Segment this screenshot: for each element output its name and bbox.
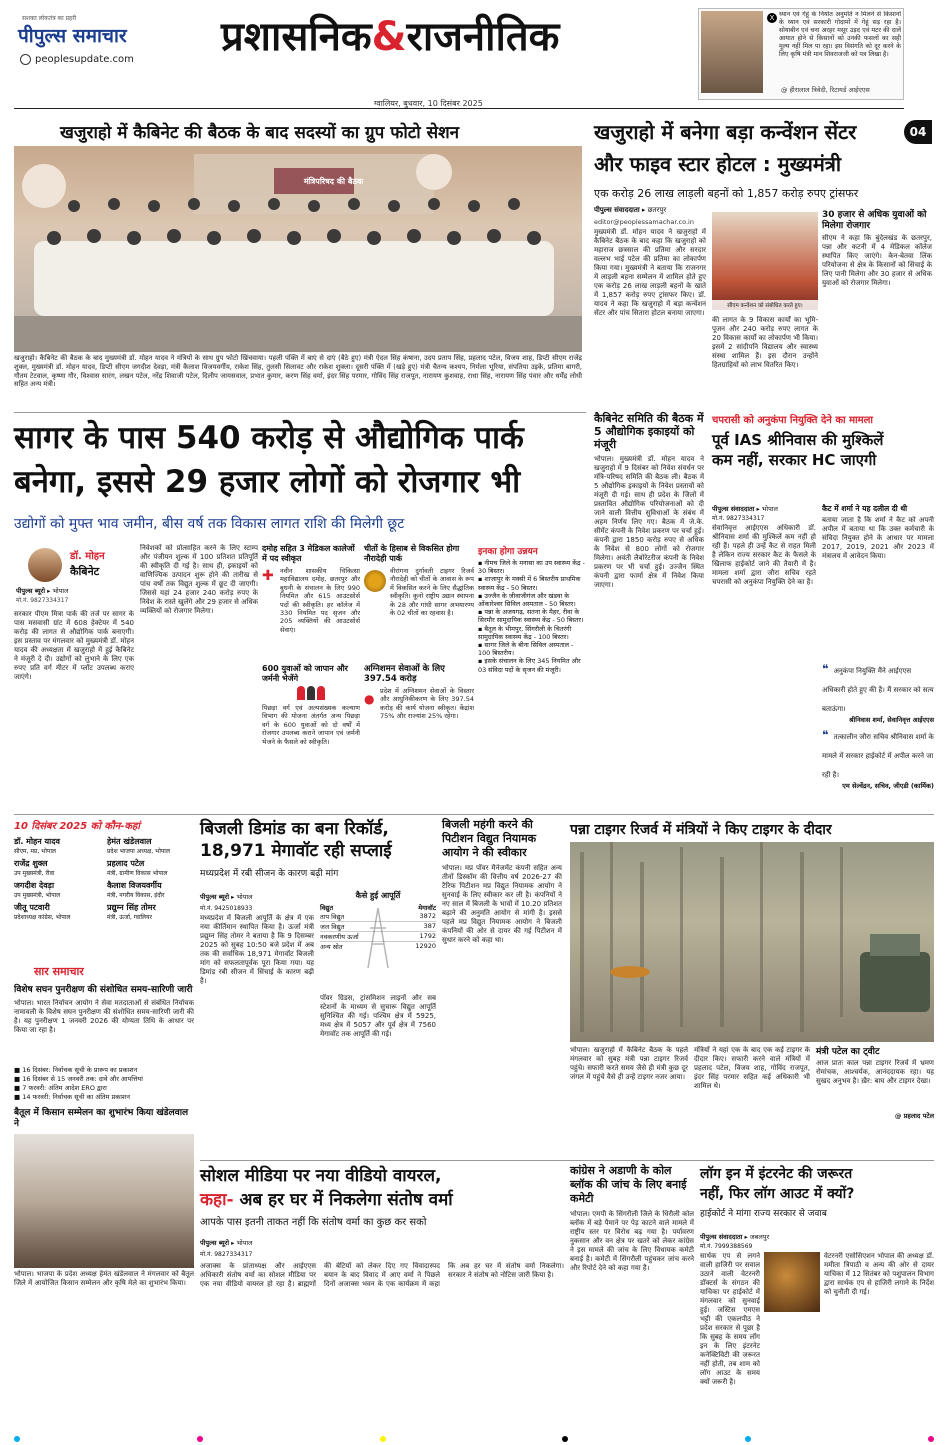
electricity-headline-2: 18,971 मेगावॉट रही सप्लाई	[200, 841, 392, 861]
upgrade-item: शाजापुर के मक्सी में 6 बिस्तरीय प्राथमिक स्वास्थ्य केंद्र - 50 बिस्तर।	[478, 575, 581, 592]
masthead-tagline: सशक्त लोकतंत्र का प्रहरी	[22, 15, 77, 22]
electricity-body-2: पॉवर ग्रिडस, ट्रांसमिशन लाइनों और सब स्टेशनों के माध्यम से सुचारू विद्युत आपूर्ति सुनिश्चित की गई। पश्चिम क्षेत्र में 5925, मध्य क्षेत्र में 5057 और पूर्व क्षेत्र में 7560 मेगावॉट तक आपूर्ति की गई।	[320, 994, 436, 1038]
login-byline: पीपुल्स संवाददाता ▸ जबलपुर	[700, 1233, 770, 1241]
quote-icon: ❝	[822, 662, 829, 676]
cm-photo	[712, 212, 818, 310]
sar-samachar-title: सार समाचार	[34, 965, 84, 978]
cm-photo-caption: सीएम कन्वेंशन को संबोधित करते हुए।	[712, 300, 818, 310]
viral-subhead: आपके पास इतनी ताकत नहीं कि संतोष वर्मा का कुछ कर सको	[200, 1217, 427, 1228]
upgrade-list	[478, 559, 586, 674]
cabinet-units-headline: कैबिनेट समिति की बैठक में 5 औद्योगिक इकाइयों को मंजूरी	[594, 412, 704, 451]
person-entry	[14, 880, 101, 899]
ias-headline-1: पूर्व IAS श्रीनिवास की मुश्किलें	[712, 431, 884, 449]
person-name: कैलाश विजयवर्गीय	[107, 881, 162, 890]
divider-viral	[200, 1160, 934, 1161]
fire-box	[364, 664, 474, 810]
person-post: उप मुख्यमंत्री, भोपाल	[14, 892, 61, 899]
kaun-kahan-box	[14, 818, 194, 960]
byline-name: पीपुल्स संवाददाता	[712, 505, 755, 513]
quote-icon: ❝	[822, 728, 829, 742]
viral-headline-2-red: कहा-	[200, 1190, 234, 1210]
youth-head: 600 युवाओं को जापान और जर्मनी भेजेंगे	[262, 664, 348, 683]
electricity-headline-1: बिजली डिमांड का बना रिकॉर्ड,	[200, 819, 389, 839]
electricity-story	[200, 818, 436, 1158]
group-photo-illustration	[14, 146, 582, 352]
table-cell: ताप विद्युत	[320, 913, 345, 921]
section-title	[221, 10, 559, 64]
adani-body: भोपाल। एमपी के सिंगरौली जिले के धिरौली कोल ब्लॉक में बड़े पैमाने पर पेड़ काटने वाले मामले में राष्ट्रीय स्तर पर विरोध बढ़ गया है। पर्यावरण नुकसान और वन क्षेत्र पर खतरे को लेकर कांग्रेस ने इस मामले की जांच के लिए विधायक कमेटी बनाई है। कमेटी में सिंगरौली पहुंचकर जांच करने और रिपोर्ट देने को कहा गया है।	[570, 1210, 694, 1272]
convention-side-head: 30 हजार से अधिक युवाओं को मिलेगा रोजगार	[822, 210, 927, 231]
person-name: प्रद्युम्न सिंह तोमर	[107, 903, 156, 912]
login-body-2: वेटरनरी एसोसिएशन भोपाल की अध्यक्ष डॉ. ममीता त्रिपाठी व अन्य की ओर से दायर याचिका में 12 सितंबर को पशुपालन विभाग द्वारा सार्थक एप से हाजिरी लगाने के निर्देश को चुनौती दी गई।	[824, 1252, 934, 1296]
tower-icon	[366, 908, 390, 968]
x-logo-icon: X	[767, 13, 777, 23]
group-photo	[14, 146, 582, 352]
person-post: उप मुख्यमंत्री, रीवा	[14, 870, 55, 877]
list-item: ■ 14 फरवरी: निर्वाचक सूची का अंतिम प्रकाशन	[14, 1093, 130, 1101]
supply-table-title: कैसे हुई आपूर्ति	[355, 891, 401, 900]
byline-name: पीपुल्स ब्यूरो	[200, 1239, 230, 1247]
table-cell: नवकरणीय ऊर्जा	[320, 933, 359, 941]
sagar-body-2: निवेशकों को प्रोत्साहित करने के लिए स्टाम्प और पंजीयन शुल्क में 100 प्रतिशत प्रतिपूर्ति की स्वीकृति दी गई है। साथ ही, इकाइयों को वाणिज्यिक उत्पादन शुरू होने की तारीख से पांच वर्षों तक विद्युत शुल्क में छूट दी जाएगी। जिससे यहां 24 हजार 240 करोड़ रुपए के निवेश के रास्ते खुलेंगे और 29 हजार से अधिक व्यक्तियों को रोजगार मिलेगा।	[140, 544, 258, 615]
viral-story	[200, 1164, 564, 1436]
tweet-box	[698, 8, 904, 100]
byline-place: जबलपुर	[749, 1233, 770, 1241]
person-post: मंत्री, ऊर्जा, ग्वालियर	[107, 914, 152, 921]
col-mw: मेगावॉट	[418, 904, 436, 912]
table-cell: 387	[423, 922, 436, 930]
schedule-item: 14 फरवरी: निर्वाचक सूची का अंतिम प्रकाशन	[22, 1093, 130, 1101]
col-source: विद्युत	[320, 904, 334, 912]
sagar-headline-2: बनेगा, इससे 29 हजार लोगों को रोजगार भी	[14, 464, 521, 500]
ias-quote-2-text: तत्कालीन जौरा सचिव श्रीनिवास शर्मा के मामले में सरकार हाईकोर्ट में अपील करने जा रही है।	[822, 733, 934, 779]
ias-quote-1-text: अनुकंपा नियुक्ति मैंने आईएएस अधिकारी होते हुए की है। मैं सरकार को सत्य बताऊंगा।	[822, 667, 934, 713]
medical-body: नवीन शासकीय चिकित्सा महाविद्यालय दमोह, छतरपुर और बुधनी के संचालन के लिए 990 नियमित और 615 आउटसोर्स पदों की स्वीकृति। हर कॉलेज में 330 नियमित पद सृजन और 205 व्यक्तियों की आउटसोर्स सेवाएं।	[280, 567, 360, 634]
medical-icon: ✚	[262, 568, 274, 584]
list-item: ■ 16 दिसंबर से 15 जनवरी तक: दावे और आपत्तियां	[14, 1075, 143, 1083]
viral-mobile: मो.नं. 9827334317	[200, 1251, 253, 1258]
convention-body: मुख्यमंत्री डॉ. मोहन यादव ने खजुराहो में कैबिनेट बैठक के बाद कहा कि खजुराहो को महाराज छत्रसाल की प्रतिमा और सरदार वल्लभ भाई पटेल की प्रतिमा का लोकार्पण किया गया। मुख्यमंत्री ने बताया कि राजनगर में लाड़ली बहना सम्मेलन में शामिल होते हुए एक करोड़ 26 लाख लाड़ली बहनों के खाते में 1,857 करोड़ रुपए ट्रांसफर किए। डॉ. यादव ने कहा कि खजुराहो में बड़ा कन्वेंशन सेंटर और पांच सितारा होटल बनाया जाएगा।	[594, 228, 706, 317]
convention-side-box	[822, 210, 932, 402]
person-post: मंत्री, नगरीय विकास, इंदौर	[107, 892, 165, 899]
ias-byline: पीपुल्स संवाददाता ▸ भोपाल	[712, 505, 778, 513]
login-headline-1: लॉग इन में इंटरनेट की जरूरत	[700, 1166, 853, 1182]
person-name: डॉ. मोहन यादव	[14, 837, 60, 846]
upgrade-item: उज्जैन के जीवाजीगंज और खंडवा के ओंकारेश्वर सिविल अस्पताल - 50 बिस्तर।	[478, 591, 576, 609]
supply-table	[320, 890, 436, 990]
upgrade-item: बैतूल के भीमपुर, सिंगरौली के चितरंगी सामुदायिक स्वास्थ्य केंद्र - 100 बिस्तर।	[478, 624, 572, 641]
table-cell: जल विद्युत	[320, 923, 345, 931]
byline-place: भोपाल	[52, 587, 69, 595]
youth-box	[262, 664, 360, 810]
cheetah-icon	[364, 570, 386, 592]
person-name: हेमंत खंडेलवाल	[107, 837, 152, 846]
panna-photo	[570, 842, 934, 1042]
website-row	[20, 54, 134, 65]
kaun-kahan-grid	[14, 836, 194, 921]
page-number: 04	[904, 120, 932, 144]
tariff-body: भोपाल। मप्र पॉवर मैनेजमेंट कंपनी सहित अन्य तीनों डिस्कॉम की वित्तीय वर्ष 2026-27 की टैरिफ पिटीशन मप्र विद्युत नियामक आयोग ने सुनवाई के लिए स्वीकार कर ली है। कंपनियों ने नए साल में बिजली के भावों में 10.20 प्रतिशत बढ़ाने की अनुमति आयोग से मांगी है। इससे पहले मप्र विद्युत नियामक आयोग ने बिजली कंपनियों की ओर से दायर की गई पिटीशन में सुधार करने को कहा था।	[442, 864, 562, 944]
section-amp: &	[371, 14, 407, 60]
viral-byline: पीपुल्स ब्यूरो ▸ भोपाल	[200, 1239, 253, 1247]
section-title-1: प्रशासनिक	[221, 14, 372, 60]
kaun-kahan-title: 10 दिसंबर 2025 को कौन-कहां	[14, 821, 140, 832]
paper-logo	[18, 22, 127, 48]
login-subhead: हाईकोर्ट ने मांगा राज्य सरकार से जवाब	[700, 1209, 827, 1219]
dateline: ग्वालियर, बुधवार, 10 दिसंबर 2025	[374, 99, 483, 108]
print-color-bar	[14, 1436, 934, 1442]
login-mobile: मो.नं. 7999388569	[700, 1243, 753, 1250]
viral-headline-2: अब हर घर में निकलेगा संतोष वर्मा	[233, 1190, 453, 1210]
tariff-headline: बिजली महंगी करने की पिटीशन विद्युत नियामक आयोग ने की स्वीकार	[442, 818, 537, 859]
adani-headline: कांग्रेस ने अडाणी के कोल ब्लॉक की जांच के लिए बनाई कमेटी	[570, 1164, 687, 1205]
cabinet-units	[594, 412, 704, 812]
list-item: ▪ सागर जिले के बीना सिविल अस्पताल - 100 बिस्तरीय।	[478, 641, 574, 658]
convention-email: editor@peoplessamachar.co.in	[594, 218, 694, 226]
table-cell: 3872	[419, 912, 436, 920]
sagar-body-1: सरकार पीएम मित्रा पार्क की तर्ज पर सागर के पास मसवासी ग्रांट में 608 हेक्टेयर में 540 करोड़ की लागत से औद्योगिक पार्क बनाएगी। इस प्रस्ताव पर मंगलवार को मुख्यमंत्री डॉ. मोहन यादव की अध्यक्षता में खजुराहो में हुई कैबिनेट ने मंजूरी दे दी। उद्योगों को लुभाने के लिए एक रुपए प्रति वर्ग मीटर में प्लॉट उपलब्ध कराए जाएंगे।	[14, 610, 134, 681]
fire-head: अग्निशमन सेवाओं के लिए 397.54 करोड़	[364, 664, 445, 684]
tweet-text: ध्यान एवं गेहूं के निर्यात अनुमति न मिलने से किसानों के ध्यान एवं सरकारी गोदामों में गेहूं सड़ रहा है। सोयाबीन एवं चना अरहर मसूर उड़द एवं मटर की दालें आयात होने से किसानों को उनकी फसलों का सही मूल्य नहीं मिल पा रहा। इस विसंगति को दूर करने के लिए कृषि मंत्री मान शिवराजजी को पत्र लिखा है।	[779, 11, 901, 58]
sar-samachar	[14, 964, 194, 1434]
convention-byline: पीपुल्स संवाददाता ▸ छतरपुर	[594, 206, 667, 214]
byline-place: छतरपुर	[647, 206, 667, 214]
ias-side-head: कैट में शर्मा ने यह दलील दी थी	[822, 504, 908, 513]
table-cell: अन्य स्रोत	[320, 943, 343, 951]
medical-head: दमोह सहित 3 मेडिकल कालेजों में पद स्वीकृत	[262, 544, 355, 563]
sagar-byline: पीपुल्स ब्यूरो ▸ भोपाल	[16, 587, 69, 595]
byline-name: पीपुल्स ब्यूरो	[200, 893, 230, 901]
upgrade-item: पन्ना के अजयगढ़, सतना के मैहर, रीवा के सिरमौर सामुदायिक स्वास्थ्य केंद्र - 50 बिस्तर।	[478, 608, 584, 625]
person-name: राजेंद्र शुक्ल	[14, 859, 48, 868]
convention-headline-1: खजुराहो में बनेगा बड़ा कन्वेंशन सेंटर	[594, 120, 857, 144]
group-photo-banner: मंत्रिपरिषद की बैठक	[304, 177, 364, 186]
medical-box	[262, 544, 360, 660]
panna-headline: पन्ना टाइगर रिजर्व में मंत्रियों ने किए टाइगर के दीदार	[570, 822, 832, 838]
panna-tweet-head: मंत्री पटेल का ट्वीट	[816, 1047, 880, 1057]
ias-quote-2	[822, 724, 934, 804]
group-photo-caption: खजुराहो। कैबिनेट की बैठक के बाद मुख्यमंत्री डॉ. मोहन यादव ने मंत्रियों के साथ ग्रुप फोटो खिंचवाया। पहली पंक्ति में बाएं से दाएं (बैठे हुए) मंत्री ऐदल सिंह कंषाना, उदय प्रताप सिंह, प्रहलाद पटेल, विजय शाह, डिप्टी सीएम राजेंद्र शुक्ल, मुख्यमंत्री डॉ. मोहन यादव, डिप्टी सीएम जगदीश देवड़ा, मंत्री कैलाश विजयवर्गीय, राकेश सिंह, तुलसी सिलावट और राकेश शुक्ला। दूसरी पंक्ति में (खड़े हुए) मंत्री चैतन्य कश्यप, निर्मला भूरिया, संपतिया उइके, प्रतिमा बागरी, गौतम टेटवाल, कृष्णा गौर, विश्वास सारंग, लखन पटेल, नरेंद्र शिवाजी पटेल, दिलीप जायसवाल, प्रभात कुमार, करण सिंह वर्मा, इंदर सिंह परमार, गोविंद सिंह राजपूत, नारायण कुशवाह, राधा सिंह, नारायण सिंह पंवार और धर्मेंद्र लोधी सहित अन्य मंत्री।	[14, 354, 582, 389]
ias-story	[712, 412, 934, 812]
panna-caption-1: भोपाल। खजुराहो में कैबिनेट बैठक के पहले मंगलवार को सुबह मंत्री पन्ना टाइगर रिजर्व पहुंचे। सफारी करते समय जैसे ही मंत्री कुछ दूर जंगल में पहुंचे वैसे ही उन्हें टाइगर नजर आया।	[570, 1046, 688, 1081]
ias-headline-2: कम नहीं, सरकार HC जाएगी	[712, 451, 877, 469]
adani-story	[570, 1164, 694, 1436]
table-cell: 1792	[419, 932, 436, 940]
betul-caption: भोपाल। भाजपा के प्रदेश अध्यक्ष हेमंत खंडेलवाल ने मंगलवार को बैतूल जिले में आयोजित किसान सम्मेलन और कृषि मेले का शुभारंभ किया।	[14, 1270, 194, 1287]
schedule-item: 7 फरवरी: अंतिम आदेश ERO द्वारा	[22, 1084, 107, 1092]
profile-tag: कैबिनेट	[70, 565, 100, 578]
list-item: ▪ नीमच जिले के मनासा का उप स्वास्थ्य केंद्र - 30 बिस्तर।	[478, 559, 585, 576]
sagar-profile	[14, 544, 134, 606]
youth-body: पिछड़ा वर्ग एवं अल्पसंख्यक कल्याण विभाग की योजना अंतर्गत अन्य पिछड़ा वर्ग के 600 युवाओं को दो वर्षों में रोजगार उपलब्ध कराने जापान एवं जर्मनी भेजने के फैसले को स्वीकृति।	[262, 704, 360, 746]
website-link[interactable]: peoplesupdate.com	[35, 54, 134, 65]
convention-headline-2: और फाइव स्टार होटल : मुख्यमंत्री	[594, 152, 842, 176]
masthead-rule	[14, 108, 904, 109]
ias-quote-1-name: श्रीनिवास शर्मा, सेवानिवृत्त आईएएस	[848, 716, 934, 724]
sar-headline: विशेष सघन पुनरीक्षण की संशोधित समय-सारिणी जारी	[14, 985, 193, 995]
byline-name: पीपुल्स संवाददाता	[700, 1233, 743, 1241]
login-headline-2: नहीं, फिर लॉग आउट में क्यों?	[700, 1186, 855, 1202]
electricity-mobile: मो.नं. 9425018933	[200, 905, 253, 912]
profile-photo	[28, 548, 62, 582]
ias-mobile: मो.नं. 9827334317	[712, 515, 765, 522]
person-entry	[14, 858, 101, 877]
betul-photo	[14, 1134, 194, 1268]
sagar-headline-1: सागर के पास 540 करोड़ से औद्योगिक पार्क	[14, 420, 524, 456]
profile-name: डॉ. मोहन	[70, 551, 105, 562]
betul-head: बैतूल में किसान सम्मेलन का शुभारंभ किया खंडेलवाल ने	[14, 1108, 189, 1129]
upgrade-item: नीमच जिले के मनासा का उप स्वास्थ्य केंद्र - 30 बिस्तर।	[478, 559, 585, 576]
viral-headline-1: सोशल मीडिया पर नया वीडियो वायरल,	[200, 1166, 442, 1186]
person-entry	[107, 880, 194, 899]
person-post: प्रदेशाध्यक्ष कांग्रेस, भोपाल	[14, 914, 71, 921]
fire-icon: ●	[364, 692, 375, 706]
ias-side-body: बताया जाता है कि शर्मा ने कैट को अपनी अपील में बताया था कि उक्त कर्मचारी के संविदा नियुक्त होने के आधार पर मामला 2017, 2019, 2021 और 2023 में मंत्रालय में आवेदन किया।	[822, 516, 934, 560]
globe-icon	[20, 54, 31, 65]
ias-body: सेवानिवृत्त आईएएस अधिकारी डॉ. श्रीनिवास शर्मा की मुश्किलें कम नहीं हो रही हैं। पहले ही उन्हें कैट से राहत मिली है लेकिन राज्य सरकार कैट के फैसले के खिलाफ हाईकोर्ट जाने की तैयारी में है। मामला शर्मा द्वारा जौरा सचिव रहते चपरासी को अनुकंपा नियुक्ति देने का है।	[712, 524, 816, 586]
cheetah-body: वीरांगना दुर्गावती टाइगर रिजर्व नौरादेही को चीतों के आवास के रूप में विकसित करने के लिए सैद्धांतिक स्वीकृति। कूनो राष्ट्रीय उद्यान स्थापना के 28 और गांधी सागर अभयारण्य के 02 चीतों का रहवास है।	[390, 567, 474, 618]
panna-caption-2: मंत्रियों ने यहां एक के बाद एक कई टाइगर के दीदार किए। सफारी करने वाले मंत्रियों में प्रहलाद पटेल, विजय शाह, गोविंद राजपूत, इंदर सिंह परमार सहित कई अधिकारी भी शामिल थे।	[694, 1046, 810, 1090]
login-story	[700, 1164, 934, 1436]
panna-tweet	[816, 1044, 934, 1128]
person-entry	[14, 836, 101, 855]
upgrade-box	[478, 544, 586, 810]
fire-body: प्रदेश में अग्निशमन सेवाओं के विस्तार और आधुनिकीकरण के लिए 397.54 करोड़ की कार्य योजना स्वीकृत। केंद्रांश 75% और राज्यांश 25% रहेगा।	[380, 687, 474, 721]
byline-name: पीपुल्स संवाददाता	[594, 206, 640, 214]
convention-side-body: सीएम ने कहा कि बुंदेलखंड के छतरपुर, पन्ना और कटनी में 4 मेडिकल कॉलेज स्थापित किए जाएंगे। केन-बेतवा लिंक परियोजना से क्षेत्र के किसानों को सिंचाई के लिए पानी मिलेगा और 30 हजार से अधिक युवाओं को रोजगार मिलेगा।	[822, 234, 932, 287]
electricity-body: मध्यप्रदेश में बिजली आपूर्ति के क्षेत्र में एक नया कीर्तिमान स्थापित किया है। ऊर्जा मंत्री प्रद्युम्न सिंह तोमर ने बताया है कि 9 दिसम्बर 2025 को सुबह 10:50 बजे प्रदेश में अब तक की सर्वाधिक 18,971 मेगावॉट बिजली मांग को सफलतापूर्वक पूरा किया गया। यह डिमांड रबी सीजन में सिंचाई के कारण बढ़ी है।	[200, 914, 314, 985]
byline-name: पीपुल्स ब्यूरो	[16, 587, 46, 595]
list-item: ▪ इसके संचालन के लिए 345 नियमित और 03 संविदा पदों के सृजन की मंजूरी।	[478, 657, 581, 674]
login-body: सार्थक एप से लगने वाली हाजिरी पर सवाल उठाने वाली वेटरनरी डॉक्टर्स के संगठन की याचिका पर हाईकोर्ट में मंगलवार को सुनवाई हुई। जस्टिस एमएस भट्टी की एकलपीठ ने प्रदेश सरकार से पूछा है कि सुबह के समय लॉग इन के लिए इंटरनेट कनेक्टिविटी की जरूरत नहीं होती, तब शाम को लॉग आउट के समय क्यों जरूरी है।	[700, 1252, 760, 1386]
byline-place: भोपाल	[236, 1239, 253, 1247]
group-photo-headline: खजुराहो में कैबिनेट की बैठक के बाद सदस्यों का ग्रुप फोटो सेशन	[60, 123, 460, 143]
upgrade-item: इसके संचालन के लिए 345 नियमित और 03 संविदा पदों के सृजन की मंजूरी।	[478, 657, 581, 674]
list-item: ▪ शाजापुर के मक्सी में 6 बिस्तरीय प्राथमिक स्वास्थ्य केंद्र - 50 बिस्तर।	[478, 575, 581, 592]
cheetah-head: चीतों के हिसाब से विकसित होगा नौरादेही पार्क	[364, 544, 460, 563]
schedule-item: 16 दिसंबर से 15 जनवरी तक: दावे और आपत्तियां	[22, 1075, 143, 1083]
ias-side	[822, 504, 934, 654]
schedule-item: 16 दिसंबर: निर्वाचक सूची के प्रारूप का प्रकाशन	[22, 1066, 138, 1074]
sagar-mobile: मो.नं. 9827334317	[16, 597, 69, 604]
upgrade-item: सागर जिले के बीना सिविल अस्पताल - 100 बिस्तरीय।	[478, 641, 574, 658]
ias-kicker: चपरासी को अनुकंपा नियुक्ति देने का मामला	[712, 415, 873, 426]
electricity-subhead: मध्यप्रदेश में रबी सीजन के कारण बढ़ी मांग	[200, 869, 339, 879]
list-item: ▪ पन्ना के अजयगढ़, सतना के मैहर, रीवा के सिरमौर सामुदायिक स्वास्थ्य केंद्र - 50 बिस्तर।	[478, 608, 584, 625]
person-entry	[107, 858, 194, 877]
list-item: ▪ बैतूल के भीमपुर, सिंगरौली के चितरंगी सामुदायिक स्वास्थ्य केंद्र - 100 बिस्तर।	[478, 624, 572, 641]
sagar-subhead: उद्योगों को मुफ्त भाव जमीन, बीस वर्ष तक विकास लागत राशि की मिलेगी छूट	[14, 516, 405, 532]
person-entry	[14, 902, 101, 921]
person-entry	[107, 902, 194, 921]
cheetah-box	[364, 544, 474, 660]
panna-tweet-author: @ प्रहलाद पटेल	[894, 1112, 934, 1120]
person-name: प्रहलाद पटेल	[107, 859, 145, 868]
ias-quote-2-name: एम सेल्वेंद्रन, सचिव, जीएडी (कार्मिक)	[842, 782, 934, 790]
viral-body: अजाक्स के प्रांताध्यक्ष और आईएएस अधिकारी संतोष वर्मा का सोशल मीडिया पर एक नया वीडियो वायरल हो रहा है। ब्राह्मणों की बेटियों को लेकर दिए गए विवादास्पद बयान के बाद विवाद में आए वर्मा ने पिछले दिनों अजाक्स भवन के एक कार्यक्रम में कहा कि अब हर घर में संतोष वर्मा निकलेगा। सरकार ने संतोष को नोटिस जारी किया है।	[200, 1262, 564, 1288]
person-entry	[107, 836, 194, 855]
convention-continuation: की लागत के 9 विकास कार्यों का भूमि-पूजन और 240 करोड़ रुपए लागत के 20 विकास कार्यों का लोकार्पण भी किया। इसमें 2 सांदीपनि विद्यालय और स्वास्थ्य संस्था शामिल हैं। इस दौरान उन्होंने हितग्राहियों को लाभ वितरित किए।	[712, 316, 818, 369]
person-name: जीतू पटवारी	[14, 903, 50, 912]
panna-photo-illustration	[570, 842, 934, 1042]
person-name: जगदीश देवड़ा	[14, 881, 55, 890]
gavel-photo	[764, 1252, 820, 1312]
list-item: ■ 16 दिसंबर: निर्वाचक सूची के प्रारूप का प्रकाशन	[14, 1066, 138, 1074]
byline-place: भोपाल	[236, 893, 253, 901]
person-post: सीएम, मप्र, भोपाल	[14, 848, 56, 855]
list-item: ■ 7 फरवरी: अंतिम आदेश ERO द्वारा	[14, 1084, 107, 1092]
tweet-author: @ हीरालाल त्रिवेदी, रिटायर्ड आईएएस	[781, 86, 870, 94]
convention-subhead: एक करोड़ 26 लाख लाड़ली बहनों को 1,857 करोड़ रुपए ट्रांसफर	[594, 187, 859, 200]
tweet-avatar	[701, 11, 763, 93]
person-post: मंत्री, ग्रामीण विकास भोपाल	[107, 870, 168, 877]
tariff-story	[442, 818, 562, 1158]
divider-lower	[14, 814, 934, 815]
panna-tweet-text: आज प्रातः काल पन्ना टाइगर रिजर्व में भ्रमण रोमांचक, आश्चर्यक, आनंददायक रहा। यह सुखद अनुभव है। ख़ैर: बाघ और टाइगर देखा।	[816, 1059, 934, 1085]
upgrade-head: इनका होगा उन्नयन	[478, 547, 538, 557]
section-title-2: राजनीतिक	[406, 14, 560, 60]
table-cell: 12920	[415, 942, 436, 950]
byline-place: भोपाल	[761, 505, 778, 513]
sar-schedule	[14, 1066, 194, 1102]
divider-sagar	[14, 412, 586, 413]
person-post: प्रदेश भाजपा अध्यक्ष, भोपाल	[107, 848, 170, 855]
sar-body: भोपाल। भारत निर्वाचन आयोग ने सेवा मतदाताओं से संबंधित निर्वाचक नामावली के विशेष सघन पुनरीक्षण की संशोधित समय-सारिणी जारी की है। यह पुनरीक्षण 1 जनवरी 2026 की योग्यता तिथि के आधार पर किया जा रहा है।	[14, 999, 194, 1034]
paper-name: पीपुल्स समाचार	[18, 25, 127, 47]
viral-headline-2-row	[200, 1188, 564, 1212]
cabinet-units-body: भोपाल। मुख्यमंत्री डॉ. मोहन यादव ने खजुराहो में 9 दिसंबर को निवेश संवर्धन पर मंत्रि-परिषद समिति की बैठक ली। बैठक में 5 औद्योगिक इकाइयों के निवेश प्रस्तावों को मंजूरी दी गई। साथ ही प्रदेश के जिलों में प्रस्तावित औद्योगिक परियोजनाओं को दी जाने वाली वित्तीय सुविधाओं के संबंध में अहम निर्णय लिए गए। बैठक में जे.के. सीमेंट कंपनी के निवेश प्रकरण पर चर्चा हुई। कंपनी द्वारा 1850 करोड़ रुपए से अधिक के निवेश से 800 लोगों को रोजगार मिलेगा। अवंती लैबोरेटरीज कंपनी के निवेश प्रकरण पर भी चर्चा हुई। उज्जैन स्थित कंपनी द्वारा फार्मा क्षेत्र में निवेश किया जाएगा।	[594, 455, 704, 589]
ias-quote-1	[822, 658, 934, 724]
youth-icon	[296, 686, 326, 702]
list-item: ▪ उज्जैन के जीवाजीगंज और खंडवा के ओंकारेश्वर सिविल अस्पताल - 50 बिस्तर।	[478, 591, 576, 609]
electricity-byline: पीपुल्स ब्यूरो ▸ भोपाल	[200, 893, 253, 901]
